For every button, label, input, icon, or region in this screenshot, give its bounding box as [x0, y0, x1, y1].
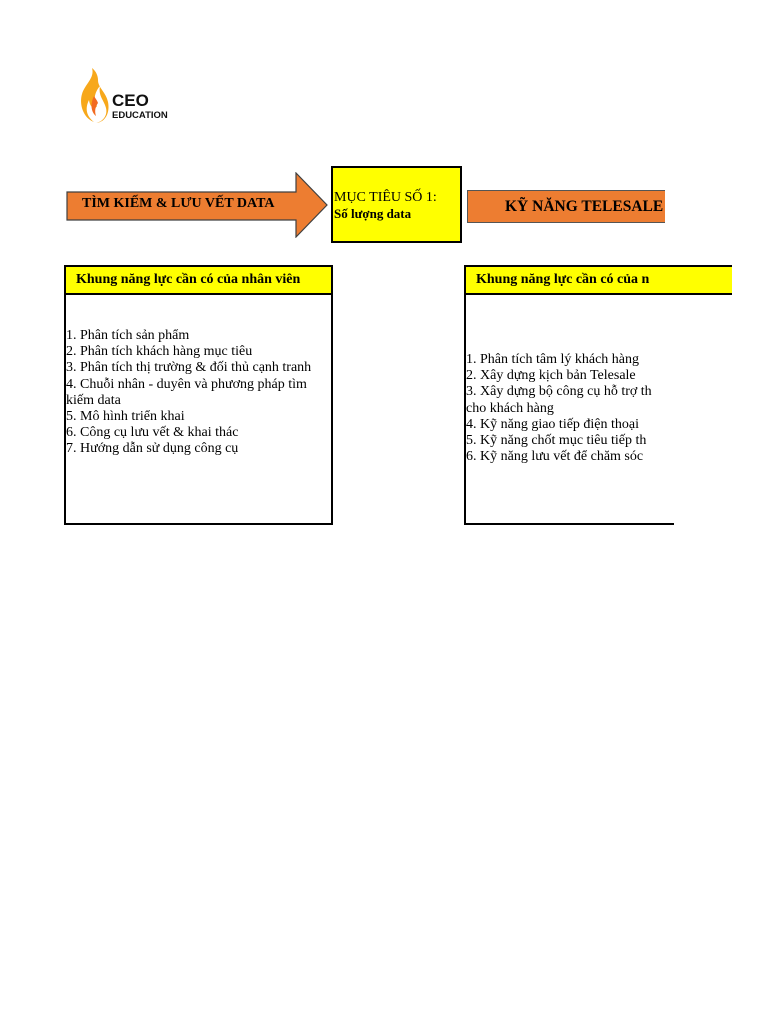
goal-box	[331, 166, 462, 243]
flame-icon	[76, 66, 110, 126]
list-item: 3. Xây dựng bộ công cụ hỗ trợ th	[466, 384, 652, 400]
logo-education-text: EDUCATION	[112, 110, 168, 121]
page-right-clip	[665, 150, 768, 550]
list-item: 3. Phân tích thị trường & đối thủ cạnh tranh	[66, 360, 312, 376]
list-item: 1. Phân tích sản phẩm	[66, 328, 190, 343]
goal-subtitle: Số lượng data	[334, 206, 412, 221]
list-item: 6. Công cụ lưu vết & khai thác	[66, 425, 239, 441]
list-item: 1. Phân tích tâm lý khách hàng	[466, 352, 640, 367]
list-item: 7. Hướng dẫn sử dụng công cụ	[66, 441, 239, 457]
logo-ceo-text: CEO	[112, 91, 149, 110]
list-item: cho khách hàng	[466, 400, 554, 416]
ceo-education-logo	[76, 66, 176, 128]
list-item: 5. Kỹ năng chốt mục tiêu tiếp th	[466, 433, 647, 449]
list-item: 2. Xây dựng kịch bản Telesale	[466, 368, 636, 384]
search-data-arrow	[66, 172, 328, 238]
list-item: 4. Kỹ năng giao tiếp điện thoại	[466, 416, 640, 432]
right-competency-panel	[464, 293, 674, 525]
list-item: 5. Mô hình triển khai	[66, 409, 185, 425]
right-competency-list	[466, 352, 674, 465]
left-competency-panel	[64, 293, 333, 525]
list-item: 4. Chuỗi nhân - duyên và phương pháp tìm kiếm data	[66, 376, 307, 408]
left-competency-list	[66, 328, 314, 458]
arrow-label: TÌM KIẾM & LƯU VẾT DATA	[82, 196, 275, 211]
right-panel-header: Khung năng lực cần có của n	[464, 265, 732, 295]
list-item: 6. Kỹ năng lưu vết để chăm sóc	[466, 449, 644, 465]
goal-title: MỤC TIÊU SỐ 1:	[334, 190, 437, 205]
list-item: 2. Phân tích khách hàng mục tiêu	[66, 344, 253, 360]
left-panel-header: Khung năng lực cần có của nhân viên	[64, 265, 333, 295]
telesale-skill-box	[467, 190, 687, 223]
skill-label: KỸ NĂNG TELESALE	[505, 198, 664, 215]
